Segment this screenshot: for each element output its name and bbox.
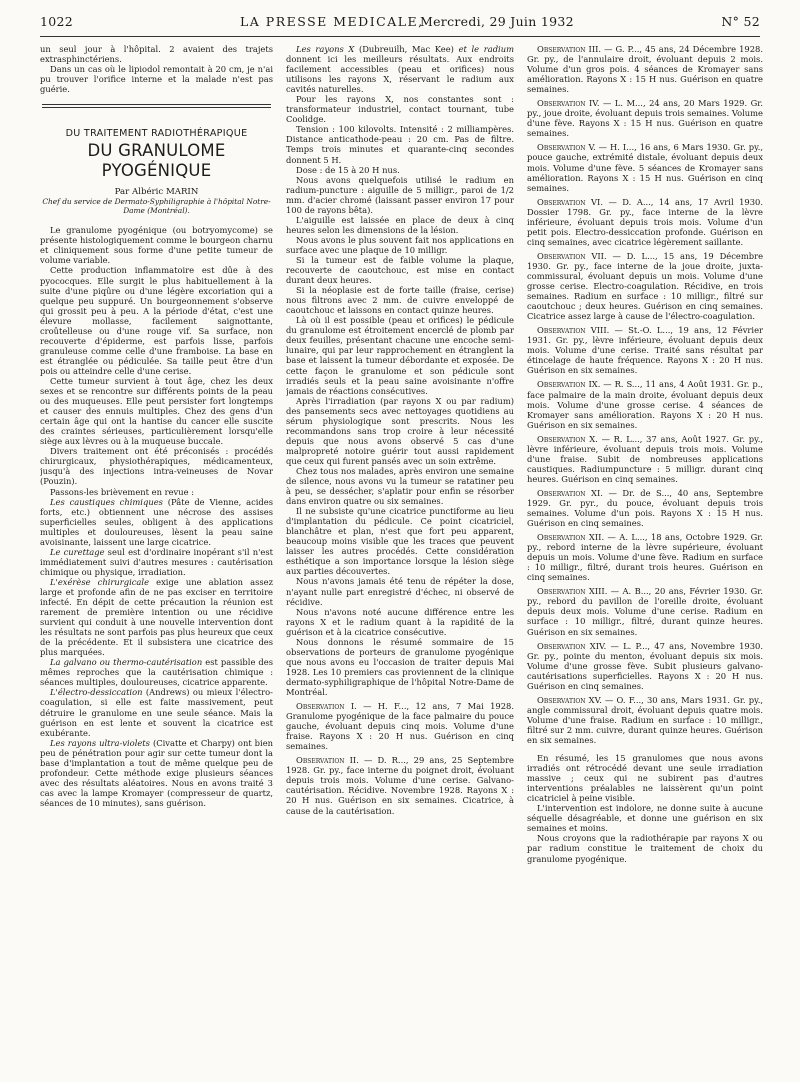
paragraph: un seul jour à l'hôpital. 2 avaient des trajets extrasphinctériens. (40, 44, 273, 65)
paragraph: Dans un cas où le lipiodol remontait à 20 cm, je n'ai pu trouver l'orifice interne et la malade n'est pas guérie. (40, 64, 273, 95)
treatment-name: La galvano ou thermo-cautérisation (50, 657, 203, 668)
treatment-name: Le curettage (50, 546, 105, 557)
paragraph: Nous n'avons noté aucune différence entre les rayons X et le radium quant à la rapidité de la guérison et à la cicatrice consécutive. (286, 606, 514, 637)
article-title-line-1: DU TRAITEMENT RADIOTHÉRAPIQUE (65, 128, 248, 140)
issue-number: N° 52 (721, 14, 760, 29)
journal-title: LA PRESSE MEDICALE, (240, 14, 424, 29)
paragraph: Nous avons le plus souvent fait nos applications en surface avec une plaque de 10 milligr. (286, 234, 514, 255)
page-number: 1022 (40, 14, 74, 29)
paragraph: Passons-les brièvement en revue : (50, 486, 195, 497)
conclusion-paragraph: En résumé, les 15 granulomes que nous avons irradiés ont rétrocédé devant une seule irradiation massive ; ceux qui ne subirent pas d'autres interventions préalables ne laissèrent qu'un point cicatriciel à peine visible. (527, 753, 763, 804)
treatment-name: L'électro-dessiccation (50, 687, 143, 698)
observation: Observation XII. — A. L..., 18 ans, Octobre 1929. Gr. py., rebord interne de la lèvre supérieure, évoluant depuis un mois. Volume d'une fève. Radium en surface : 10 milligr., filtré, durant trois heures. Guérison en cinq semaines. (527, 532, 763, 583)
divider (42, 104, 271, 105)
paragraph: Dose : de 15 à 20 H nus. (296, 164, 400, 175)
observation: Observation IX. — R. S..., 11 ans, 4 Août 1931. Gr. p., face palmaire de la main droite, évoluant depuis deux mois. Volume d'une grosse cerise. 4 séances de Kromayer sans amélioration. Rayons X : 20 H nus. Guérison en six semaines. (527, 379, 763, 430)
paragraph: Pour les rayons X, nos constantes sont : transformateur industriel, contact tournant, tube Coolidge. (286, 94, 514, 125)
paragraph: Après l'irradiation (par rayons X ou par radium) des pansements secs avec nettoyages quotidiens au sérum physiologique sont prescrits. Nous les recommandons sans trop croire à leur nécessité depuis que nous avons observé 5 cas d'une malpropreté notoire guérir tout aussi rapidement que ceux qui furent pansés avec un soin extrême. (286, 395, 514, 466)
paragraph: Si la néoplasie est de forte taille (fraise, cerise) nous filtrons avec 2 mm. de cuivre enveloppé de caoutchouc et laissons en contact quinze heures. (286, 285, 514, 316)
paragraph: Nous n'avons jamais été tenu de répéter la dose, n'ayant nulle part enregistré d'échec, ni observé de récidive. (286, 576, 514, 607)
observation: Observation V. — H. I..., 16 ans, 6 Mars 1930. Gr. py., pouce gauche, extrémité distale, évoluant depuis deux mois. Volume d'une fève. 5 séances de Kromayer sans amélioration. Rayons X : 15 H nus. Guérison en cinq semaines. (527, 142, 763, 193)
paragraph: L'exérèse chirurgicale exige une ablation assez large et profonde afin de ne pas exciser en territoire infecté. En dépit de cette précaution la réunion est rarement de première intention ou une récidive survient qui conduit à une nouvelle intervention dont les résultats ne sont parfois pas plus heureux que ceux de la précédente. Et il subsistera une cicatrice des plus marquées. (40, 576, 273, 658)
observation: Observation XIII. — A. B..., 20 ans, Février 1930. Gr. py., rebord du pavillon de l'oreille droite, évoluant depuis deux mois. Volume d'une cerise. Radium en surface : 10 milligr., filtré, durant quinze heures. Guérison en six semaines. (527, 586, 763, 637)
column-1 (40, 44, 273, 1074)
paragraph: Il ne subsiste qu'une cicatrice punctiforme au lieu d'implantation du pédicule. Ce point cicatriciel, blanchâtre et plan, n'est que fort peu apparent, beaucoup moins visible que les traces que peuvent laisser les autres procédés. Cette considération esthétique a son importance lorsque la lésion siège aux parties découvertes. (286, 506, 514, 577)
paragraph: Cette production inflammatoire est dûe à des pyococques. Elle surgit le plus habituellement à la suite d'une piqûre ou d'une légère excoriation qui a quelque peu suppuré. Un bourgeonnement s'observe qui grossit peu à peu. A la période d'état, c'est une élevure mollasse, facilement saignottante, croûtelleuse ou d'une rouge vif. Sa surface, non recouverte d'épiderme, est parfois lisse, parfois granuleuse comme celle d'une framboise. La base en est étranglée ou pédiculée. Sa taille peut être d'un pois ou atteindre celle d'une cerise. (40, 265, 273, 376)
divider (42, 107, 271, 108)
paragraph: Le granulome pyogénique (ou botryomycome) se présente histologiquement comme le bourgeon charnu et cliniquement sous forme d'une petite tumeur de volume variable. (40, 225, 273, 266)
paragraph: Si la tumeur est de faible volume la plaque, recouverte de caoutchouc, est mise en contact durant deux heures. (286, 254, 514, 286)
observation: Observation XIV. — L. P..., 47 ans, Novembre 1930. Gr. py., pointe du menton, évoluant depuis six mois. Volume d'une grosse fève. Subit plusieurs galvano-cautérisations superficielles. Rayons X : 20 H nus. Guérison en cinq semaines. (527, 640, 763, 691)
issue-date: Mercredi, 29 Juin 1932 (420, 14, 574, 29)
byline: Par Albéric MARIN (114, 187, 199, 198)
observation: Observation XV. — O. F..., 30 ans, Mars 1931. Gr. py., angle commissural droit, évoluant depuis quatre mois. Volume d'une fraise. Radium en surface : 10 milligr., filtré sur 2 mm. cuivre, durant quinze heures. Guérison en six semaines. (527, 694, 763, 745)
observation: Observation VII. — D. L..., 15 ans, 19 Décembre 1930. Gr. py., face interne de la joue droite, juxta-commissural, évoluant depuis un mois. Volume d'une grosse cerise. Electro-coagulation. Récidive, en trois semaines. Radium en surface : 10 milligr., filtré sur caoutchouc ; deux heures. Guérison en cinq semaines. Cicatrice assez large à cause de l'électro-coagulation. (527, 250, 763, 322)
observation: Observation IV. — L. M..., 24 ans, 20 Mars 1929. Gr. py., joue droite, évoluant depuis trois semaines. Volume d'une fève. Rayons X : 15 H nus. Guérison en quatre semaines. (527, 98, 763, 139)
paragraph: Là où il est possible (peau et orifices) le pédicule du granulome est étroitement encerclé de plomb par deux feuilles, présentant chacune une encoche semi-lunaire, qui par leur rapprochement en étranglent la base et laissent la tumeur débordante et exposée. De cette façon le granulome et son pédicule sont irradiés seuls et la peau saine avoisinante n'offre jamais de réactions consécutives. (286, 315, 514, 396)
conclusion-paragraph: L'intervention est indolore, ne donne suite à aucune séquelle désagréable, et donne une guérison en six semaines et moins. (527, 803, 763, 834)
treatment-name: Les caustiques chimiques (50, 496, 163, 507)
column-3 (527, 44, 763, 1074)
observation: Observation XI. — Dr. de S..., 40 ans, Septembre 1929. Gr. pyr., du pouce, évoluant depuis trois semaines. Volume d'un pois. Rayons X : 15 H nus. Guérison en cinq semaines. (527, 487, 763, 529)
article-title-line-2: DU GRANULOME PYOGÉNIQUE (87, 141, 226, 181)
paragraph: Le curettage seul est d'ordinaire inopérant s'il n'est immédiatement suivi d'autres mesures : cautérisation chimique ou physique, irradiation. (40, 546, 273, 577)
paragraph: Cette tumeur survient à tout âge, chez les deux sexes et se rencontre sur différents points de la peau ou des muqueuses. Elle peut persister fort longtemps et causer des ennuis multiples. Chez des gens d'un certain âge qui ont la hantise du cancer elle suscite des craintes sérieuses, particulièrement lorsqu'elle siège aux lèvres ou à la muqueuse buccale. (40, 375, 273, 447)
paragraph: L'électro-dessiccation (Andrews) ou mieux l'électro-coagulation, si elle est faite massivement, peut détruire le granulome en une seule séance. Mais la guérison en est lente et souvent la cicatrice est exubérante. (40, 687, 273, 738)
page-header (40, 14, 760, 37)
paragraph: Nous avons quelquefois utilisé le radium en radium-puncture : aiguille de 5 milligr., paroi de 1/2 mm. d'acier chromé (laissant passer environ 17 pour 100 de rayons bêta). (286, 174, 514, 215)
observation: Observation X. — R. L..., 37 ans, Août 1927. Gr. py., lèvre inférieure, évoluant depuis trois mois. Volume d'une fraise. Subit de nombreuses applications caustiques. Radiumpuncture : 5 milligr. durant cinq heures. Guérison en cinq semaines. (527, 433, 763, 484)
paragraph: Divers traitement ont été préconisés : procédés chirurgicaux, physiothérapiques, médicamenteux, jusqu'à des injections intra-veineuses de Novar (Pouzin). (40, 446, 273, 487)
observation: Observation II. — D. R..., 29 ans, 25 Septembre 1928. Gr. py., face interne du poignet droit, évoluant depuis trois mois. Volume d'une cerise. Galvano-cautérisation. Récidive. Novembre 1928. Rayons X : 20 H nus. Guérison en six semaines. Cicatrice, à cause de la cautérisation. (286, 755, 514, 816)
paragraph: L'aiguille est laissée en place de deux à cinq heures selon les dimensions de la lésion. (286, 214, 514, 235)
affiliation: Chef du service de Dermato-Syphiligraphie à l'hôpital Notre-Dame (Montréal). (42, 197, 271, 216)
treatment-name: Les rayons ultra-violets (50, 737, 150, 748)
treatment-name: L'exérèse chirurgicale (50, 576, 150, 587)
paragraph: Nous donnons le résumé sommaire de 15 observations de porteurs de granulome pyogénique que nous avons eu l'occasion de traiter depuis Mai 1928. Les 10 premiers cas proviennent de la clinique dermato-syphiligraphique de l'hôpital Notre-Dame de Montréal. (286, 636, 514, 697)
observation: Observation III. — G. P..., 45 ans, 24 Décembre 1928. Gr. py., de l'annulaire droit, évoluant depuis 2 mois. Volume d'un gros pois. 4 séances de Kromayer sans amélioration. Rayons X : 15 H nus. Guérison en quatre semaines. (527, 44, 763, 95)
paragraph: Les caustiques chimiques (Pâte de Vienne, acides forts, etc.) obtiennent une nécrose des assises superficielles seules, obligent à des applications multiples et douloureuses, lèsent la peau saine avoisinante, laissent une large cicatrice. (40, 496, 273, 547)
paragraph: Tension : 100 kilovolts. Intensité : 2 milliampères. Distance anticathode-peau : 20 cm. Pas de filtre. Temps trois minutes et quarante-cinq secondes donnent 5 H. (286, 124, 514, 165)
observation: Observation VI. — D. A..., 14 ans, 17 Avril 1930. Dossier 1798. Gr. py., face interne de la lèvre inférieure, évoluant depuis trois mois. Volume d'un petit pois. Electro-dessiccation profonde. Guérison en cinq semaines, avec cicatrice légèrement saillante. (527, 196, 763, 247)
column-2 (286, 44, 514, 1074)
observation: Observation VIII. — St.-O. L..., 19 ans, 12 Février 1931. Gr. py., lèvre inférieure, évoluant depuis deux mois. Volume d'une cerise. Traité sans résultat par étincelage de haute fréquence. Rayons X : 20 H nus. Guérison en six semaines. (527, 325, 763, 376)
observation: Observation I. — H. F..., 12 ans, 7 Mai 1928. Granulome pyogénique de la face palmaire du pouce gauche, évoluant depuis cinq mois. Volume d'une fraise. Rayons X : 20 H nus. Guérison en cinq semaines. (286, 701, 514, 752)
paragraph: Chez tous nos malades, après environ une semaine de silence, nous avons vu la tumeur se ratatiner peu à peu, se dessécher, s'aplatir pour enfin se résorber dans environ quatre ou six semaines. (286, 465, 514, 507)
paragraph: La galvano ou thermo-cautérisation est passible des mêmes reproches que la cautérisation chimique : séances multiples, douloureuses, cicatrice apparente. (40, 657, 273, 688)
paragraph: Les rayons ultra-violets (Civatte et Charpy) ont bien peu de pénétration pour agir sur cette tumeur dont la base d'implantation a tout de même quelque peu de profondeur. Cette méthode exige plusieurs séances avec des résultats aléatoires. Nous en avons traité 3 cas avec la lampe Kromayer (compresseur de quartz, séances de 10 minutes), sans guérison. (40, 737, 273, 808)
paragraph: Les rayons X (Dubreuilh, Mac Kee) et le radium donnent ici les meilleurs résultats. Aux endroits facilement accessibles (peau et orifices) nous utilisons les rayons X, réservant le radium aux cavités naturelles. (286, 44, 514, 95)
conclusion-paragraph: Nous croyons que la radiothérapie par rayons X ou par radium constitue le traitement de choix du granulome pyogénique. (527, 833, 763, 864)
